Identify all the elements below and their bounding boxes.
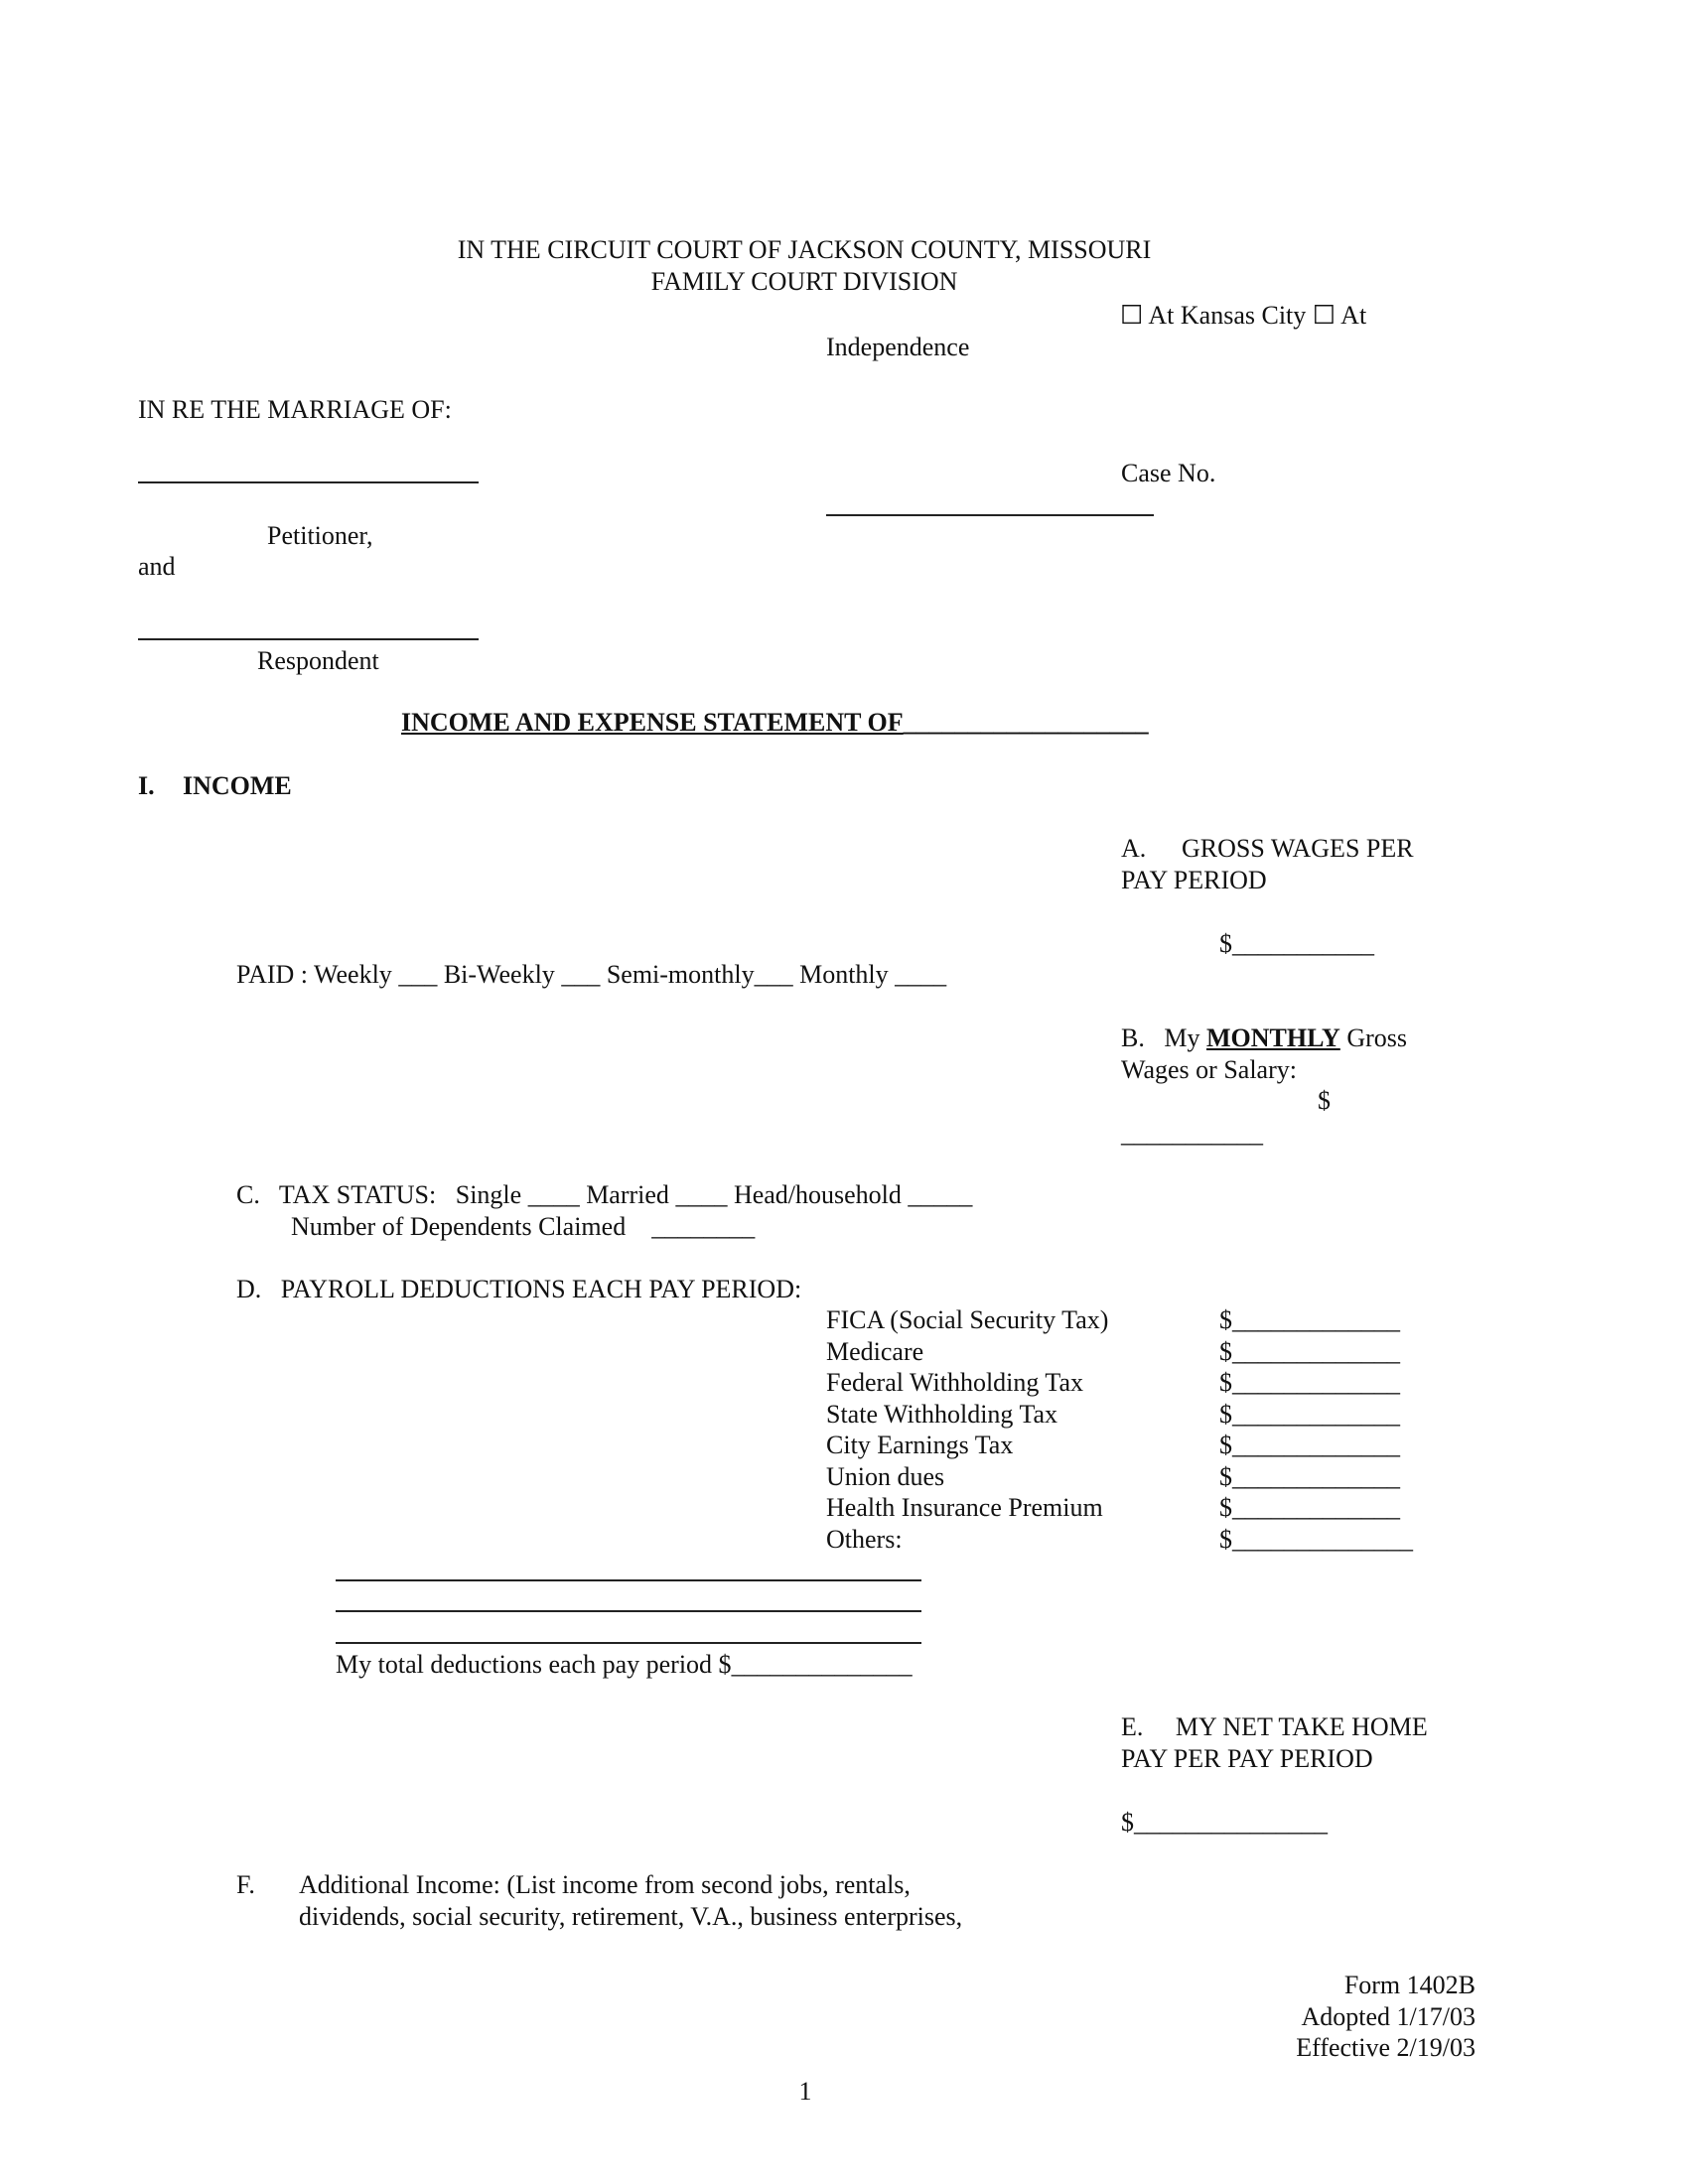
dependents-field[interactable]: ________ <box>651 1212 756 1241</box>
single-field[interactable]: ____ <box>527 1180 580 1209</box>
deduction-label: Union dues <box>826 1462 945 1491</box>
case-number-label: Case No. <box>1121 459 1216 487</box>
pay-frequency-row: PAID : Weekly ___ Bi-Weekly ___ Semi-monthly___ Monthly ____ <box>236 960 947 989</box>
other-deduction-line[interactable] <box>336 1579 921 1581</box>
dependents-row: Number of Dependents Claimed ________ <box>291 1212 756 1241</box>
deduction-label: Others: <box>826 1525 903 1554</box>
item-e-line2: PAY PER PAY PERIOD <box>1121 1744 1373 1773</box>
total-deductions-field[interactable]: ______________ <box>731 1650 913 1679</box>
semi-monthly-field[interactable]: ___ <box>754 960 793 989</box>
deduction-field[interactable]: $_____________ <box>1219 1431 1400 1459</box>
deduction-field[interactable]: $_____________ <box>1219 1400 1400 1429</box>
deduction-label: Health Insurance Premium <box>826 1493 1103 1522</box>
item-f-line2: dividends, social security, retirement, V.A., business enterprises, <box>299 1902 963 1931</box>
bi-weekly-field[interactable]: ___ <box>561 960 601 989</box>
deduction-label: Federal Withholding Tax <box>826 1368 1084 1397</box>
item-f-line1: Additional Income: (List income from second jobs, rentals, <box>299 1870 911 1899</box>
item-e-line1: E. MY NET TAKE HOME <box>1121 1712 1428 1741</box>
item-b-line2: Wages or Salary: <box>1121 1055 1297 1084</box>
court-division: FAMILY COURT DIVISION <box>650 267 958 296</box>
and-label: and <box>138 552 176 581</box>
checkbox-icon[interactable]: ☐ <box>1120 301 1144 330</box>
monthly-emphasis: MONTHLY <box>1205 1024 1340 1052</box>
section-heading-income: INCOME <box>183 771 292 800</box>
deduction-field[interactable]: $_____________ <box>1219 1337 1400 1366</box>
adopted-date: Adopted 1/17/03 <box>1301 2002 1476 2031</box>
payroll-deductions-heading: D. PAYROLL DEDUCTIONS EACH PAY PERIOD: <box>236 1275 802 1303</box>
married-field[interactable]: ____ <box>675 1180 728 1209</box>
deduction-field[interactable]: $_____________ <box>1219 1462 1400 1491</box>
weekly-field[interactable]: ___ <box>398 960 438 989</box>
deduction-label: Medicare <box>826 1337 924 1366</box>
item-b-dollar: $ <box>1318 1086 1331 1115</box>
other-deduction-line[interactable] <box>336 1642 921 1644</box>
tax-status-row: C. TAX STATUS: Single ____ Married ____ Head/household _____ <box>236 1180 973 1209</box>
page-number: 1 <box>798 2077 812 2106</box>
monthly-field[interactable]: ____ <box>895 960 947 989</box>
case-number-field[interactable] <box>826 514 1154 516</box>
total-deductions-row: My total deductions each pay period $______________ <box>336 1650 913 1679</box>
title-text: INCOME AND EXPENSE STATEMENT OF <box>401 708 904 737</box>
item-a-line1: GROSS WAGES PER <box>1182 834 1414 863</box>
effective-date: Effective 2/19/03 <box>1296 2033 1476 2062</box>
gross-wages-field[interactable]: $___________ <box>1219 929 1374 958</box>
form-number: Form 1402B <box>1343 1971 1476 1999</box>
item-a-letter: A. <box>1121 834 1147 863</box>
other-deduction-line[interactable] <box>336 1610 921 1612</box>
in-re-label: IN RE THE MARRIAGE OF: <box>138 395 452 424</box>
location-option-kansas-city[interactable]: ☐ At Kansas City ☐ At <box>1120 301 1367 330</box>
location-option-independence: Independence <box>826 333 970 361</box>
head-household-field[interactable]: _____ <box>908 1180 973 1209</box>
item-f-letter: F. <box>236 1870 255 1899</box>
deduction-label: State Withholding Tax <box>826 1400 1058 1429</box>
deduction-field[interactable]: $_____________ <box>1219 1368 1400 1397</box>
petitioner-name-field[interactable] <box>138 481 479 483</box>
deduction-label: FICA (Social Security Tax) <box>826 1305 1109 1334</box>
deduction-label: City Earnings Tax <box>826 1431 1014 1459</box>
document-title <box>401 707 1149 739</box>
deduction-field[interactable]: $______________ <box>1219 1525 1413 1554</box>
checkbox-icon[interactable]: ☐ <box>1312 301 1336 330</box>
section-number: I. <box>138 771 155 800</box>
deduction-field[interactable]: $_____________ <box>1219 1493 1400 1522</box>
deduction-field[interactable]: $_____________ <box>1219 1305 1400 1334</box>
court-name: IN THE CIRCUIT COURT OF JACKSON COUNTY, MISSOURI <box>457 235 1152 264</box>
net-take-home-field[interactable]: $_______________ <box>1121 1808 1328 1837</box>
respondent-name-field[interactable] <box>138 638 479 640</box>
item-b-line1: B. My MONTHLY Gross <box>1121 1024 1407 1052</box>
statement-of-name-field[interactable]: ___________________ <box>903 708 1149 737</box>
petitioner-label: Petitioner, <box>267 521 373 550</box>
respondent-label: Respondent <box>257 646 379 675</box>
monthly-gross-field[interactable]: ___________ <box>1121 1119 1263 1148</box>
item-a-line2: PAY PERIOD <box>1121 866 1267 894</box>
